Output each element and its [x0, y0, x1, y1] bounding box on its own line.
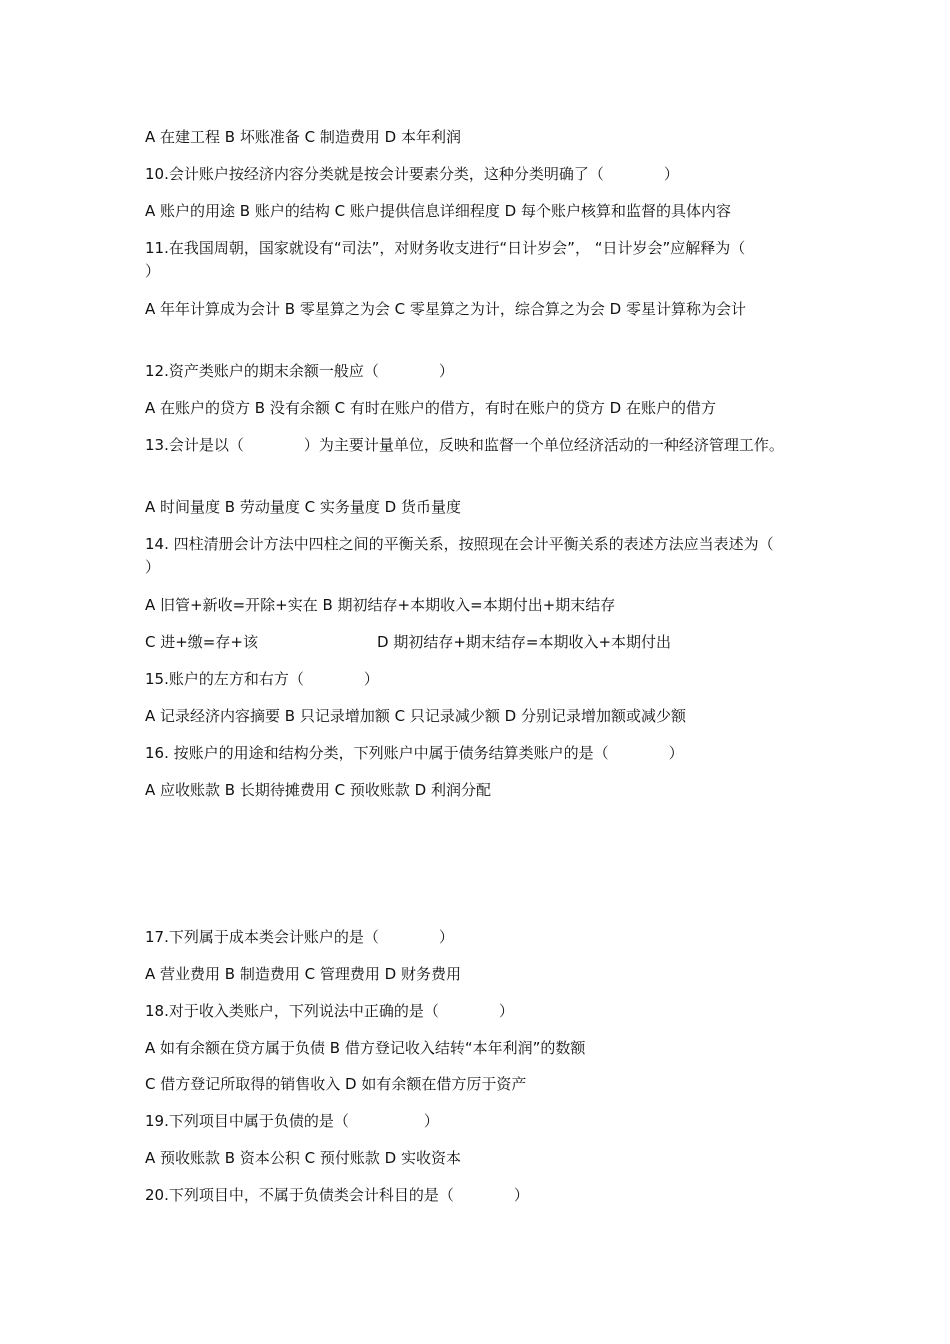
q13-question: 13.会计是以（ ）为主要计量单位，反映和监督一个单位经济活动的一种经济管理工作。	[145, 436, 784, 454]
q14-option-c: C 进+缴=存+该	[145, 633, 258, 651]
q11-question: 11.在我国周朝，国家就设有“司法”，对财务收支进行“日计岁会”， “日计岁会”应解释为（ ）	[145, 239, 806, 280]
q14-question: 14. 四柱清册会计方法中四柱之间的平衡关系，按照现在会计平衡关系的表述方法应当表述为（ ）	[145, 535, 834, 576]
q15-question: 15.账户的左方和右方（ ）	[145, 670, 379, 688]
q17-question: 17.下列属于成本类会计账户的是（ ）	[145, 928, 454, 946]
q10-question: 10.会计账户按经济内容分类就是按会计要素分类，这种分类明确了（ ）	[145, 165, 679, 183]
q14-options-ab: A 旧管+新收=开除+实在 B 期初结存+本期收入=本期付出+期末结存	[145, 596, 616, 614]
q11-options: A 年年计算成为会计 B 零星算之为会 C 零星算之为计，综合算之为会 D 零星计算称为会计	[145, 300, 746, 318]
q13-options: A 时间量度 B 劳动量度 C 实务量度 D 货币量度	[145, 498, 461, 516]
q18-options-ab: A 如有余额在贷方属于负债 B 借方登记收入结转“本年利润”的数额	[145, 1039, 586, 1057]
q17-options: A 营业费用 B 制造费用 C 管理费用 D 财务费用	[145, 965, 461, 983]
q16-options: A 应收账款 B 长期待摊费用 C 预收账款 D 利润分配	[145, 781, 491, 799]
q12-options: A 在账户的贷方 B 没有余额 C 有时在账户的借方，有时在账户的贷方 D 在账户的借方	[145, 399, 716, 417]
q16-question: 16. 按账户的用途和结构分类，下列账户中属于债务结算类账户的是（ ）	[145, 744, 684, 762]
q19-question: 19.下列项目中属于负债的是（ ）	[145, 1112, 439, 1130]
q18-question: 18.对于收入类账户，下列说法中正确的是（ ）	[145, 1002, 514, 1020]
q12-question: 12.资产类账户的期末余额一般应（ ）	[145, 362, 454, 380]
q9-options: A 在建工程 B 坏账准备 C 制造费用 D 本年利润	[145, 128, 461, 146]
q14-option-d: D 期初结存+期末结存=本期收入+本期付出	[377, 633, 672, 651]
q19-options: A 预收账款 B 资本公积 C 预付账款 D 实收资本	[145, 1149, 461, 1167]
q18-options-cd: C 借方登记所取得的销售收入 D 如有余额在借方厉于资产	[145, 1075, 527, 1093]
q15-options: A 记录经济内容摘要 B 只记录增加额 C 只记录减少额 D 分别记录增加额或减少额	[145, 707, 686, 725]
q20-question: 20.下列项目中，不属于负债类会计科目的是（ ）	[145, 1186, 529, 1204]
q10-options: A 账户的用途 B 账户的结构 C 账户提供信息详细程度 D 每个账户核算和监督的具体内容	[145, 202, 731, 220]
q14-options-cd	[145, 631, 805, 654]
